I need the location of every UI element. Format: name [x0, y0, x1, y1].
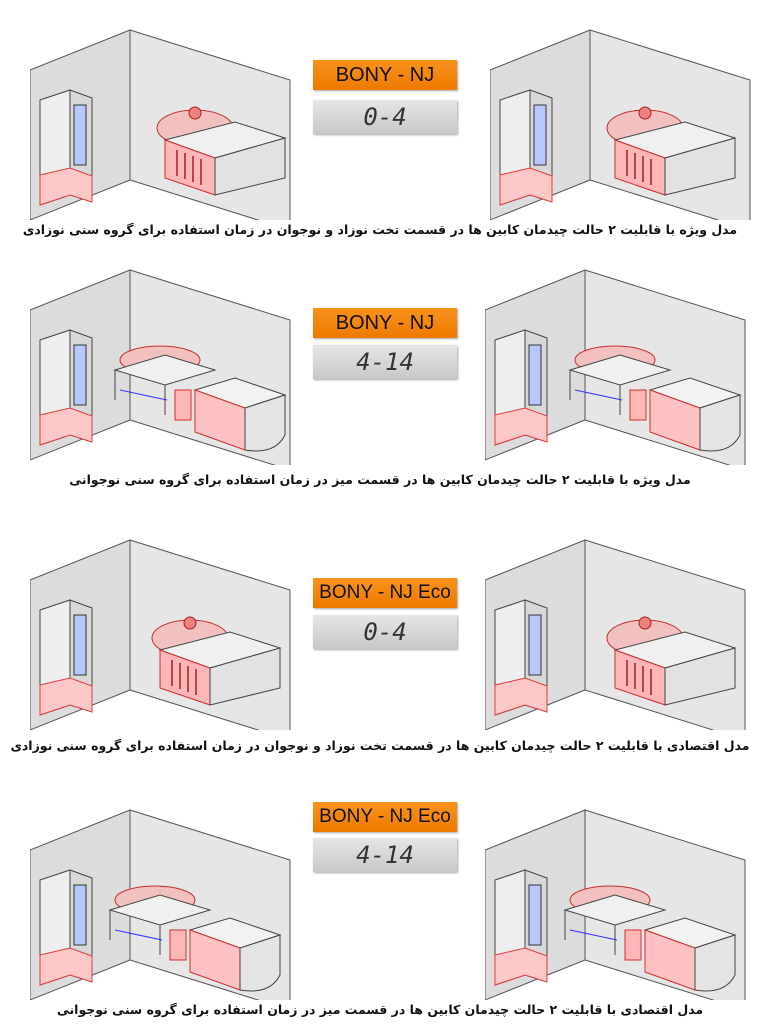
age-range: 0-4 [313, 100, 457, 134]
room-illustration-left [30, 520, 300, 730]
section-4 [0, 790, 780, 1026]
section-1 [0, 0, 780, 250]
section-3 [0, 520, 780, 770]
age-range: 0-4 [313, 615, 457, 649]
room-illustration-right [485, 790, 755, 1000]
section-caption: مدل ویژه با قابلیت ۲ حالت چیدمان کابین ها در قسمت میز در زمان استفاده برای گروه سنی نوجوانی [69, 472, 691, 487]
model-badge: BONY - NJ Eco [313, 578, 457, 608]
age-range: 4-14 [313, 345, 457, 379]
room-illustration-left [30, 250, 300, 465]
section-caption: مدل اقتصادی با قابلیت ۲ حالت چیدمان کابین ها در قسمت میز در زمان استفاده برای گروه سنی نوجوانی [56, 1002, 704, 1017]
model-badge: BONY - NJ [313, 308, 457, 338]
room-illustration-right [490, 10, 760, 220]
section-2 [0, 250, 780, 510]
age-range: 4-14 [313, 838, 457, 872]
section-caption: مدل ویژه با قابلیت ۲ حالت چیدمان کابین ها در قسمت تخت نوزاد و نوجوان در زمان استفاده برای گروه سنی نوزادی [22, 222, 738, 237]
room-illustration-left [30, 790, 300, 1000]
room-illustration-right [485, 520, 755, 730]
room-illustration-left [30, 10, 300, 220]
section-caption: مدل اقتصادی با قابلیت ۲ حالت چیدمان کابین ها در قسمت تخت نوزاد و نوجوان در زمان استفاده برای گروه سنی نوزادی [10, 738, 750, 753]
model-badge: BONY - NJ Eco [313, 802, 457, 832]
model-badge: BONY - NJ [313, 60, 457, 90]
room-illustration-right [485, 250, 755, 465]
